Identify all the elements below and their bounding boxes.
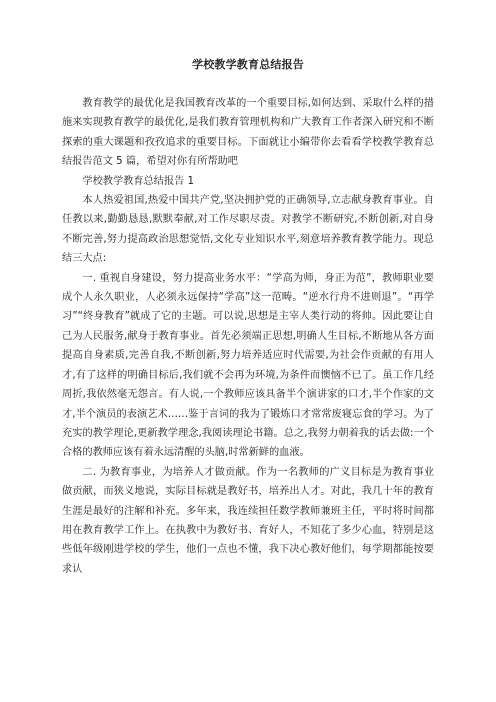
body-paragraph: 本人热爱祖国,热爱中国共产党,坚决拥护党的正确领导,立志献身教育事业。自任教以来,勤勤恳恳,默默奉献,对工作尽职尽责。对教学不断研究,不断创新,对自身不断完善,努力提高政治思想觉悟,文化专业知识水平,刻意培养教育教学能力。现总结三大点:: [62, 195, 434, 265]
document-page: [62, 58, 434, 579]
body-paragraph: 二. 为教育事业，为培养人才做贡献。作为一名教师的广义目标是为教育事业做贡献，而狭义地说，实际目标就是教好书，培养出人才。对此，我几十年的教育生涯是最好的注解和补充。多年来，我连续担任数学教师兼班主任，平时将时间都用在教育教学工作上。在执教中为教好书、育好人，不知花了多少心血，特别是这些低年级刚进学校的学生，他们一点也不懂，我下决心教好他们，每学期都能按要求认: [62, 466, 434, 575]
document-title: 学校教学教育总结报告: [192, 58, 304, 71]
section-heading: 学校教学教育总结报告 1: [82, 175, 194, 187]
body-paragraph: 一. 重视自身建设，努力提高业务水平：“学高为师，身正为范”，教师职业要成个人永久职业，人必须永远保持“学高”这一范畴。“逆水行舟不进则退”。“再学习”“终身教育”就成了它的主题。可以说,思想是主宰人类行动的将帅。因此要让自己为人民服务,献身于教育事业。首先必须端正思想,明确人生目标,不断地从各方面提高自身素质,完善自我,不断创新,努力培养适应时代需要,为社会作贡献的有用人才,有了这样的明确目标后,我们就不会再为环境,为条件而懊恼不已了。虽工作几经周折,我依然毫无怨言。有人说,一个教师应该具备半个演讲家的口才,半个作家的文才,半个演员的表演艺术……鉴于言词的我为了锻炼口才常常废寝忘食的学习。为了充实的教学理论,更新教学理念,我阅读理论书籍。总之,我努力朝着我的话去做:一个合格的教师应该有着永远清醒的头脑,时常新鲜的血液。: [62, 272, 434, 459]
intro-paragraph: 教育教学的最优化是我国教育改革的一个重要目标,如何达到、采取什么样的措施来实现教育教学的最优化,是我们教育管理机构和广大教育工作者深入研究和不断探索的重大课题和孜孜追求的重要目标。下面就让小编带你去看看学校教学教育总结报告范文 5 篇，希望对你有所帮助吧: [62, 98, 434, 168]
